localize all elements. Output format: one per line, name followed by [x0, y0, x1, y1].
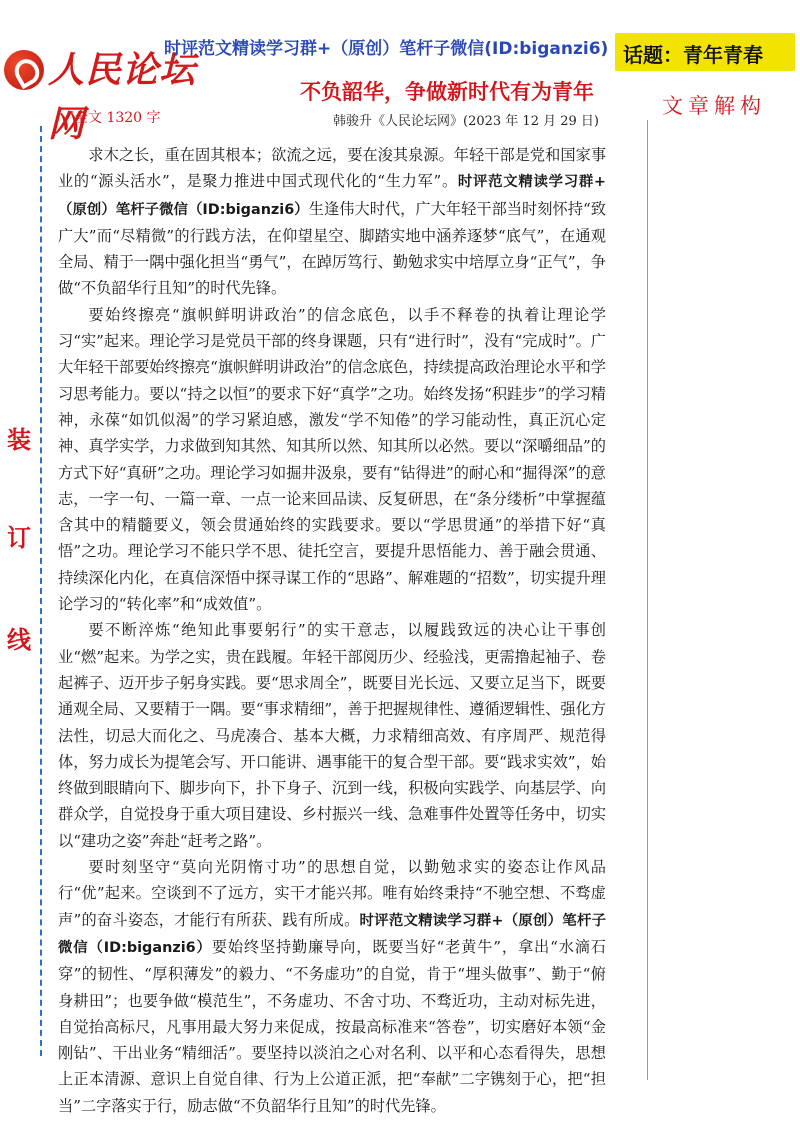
binding-char: 装 — [7, 425, 31, 454]
word-count: 全文 1320 字 — [74, 110, 161, 126]
paragraph: 要时刻坚守“莫向光阴惰寸功”的思想自觉，以勤勉求实的姿态让作风品行“优”起来。空谈到不了远方，实干才能兴邦。唯有始终秉持“不驰空想、不骛虚声”的奋斗姿态，才能行有所获、践有所成。时评范文精读学习群+（原创）笔杆子微信（ID:biganzi6）要始终坚持勤廉导向，既要当好“老黄牛”，拿出“水滴石穿”的韧性、“厚积薄发”的毅力、“不务虚功”的自觉，肯于“埋头做事”、勤于“俯身耕田”；也要争做“模范生”，不务虚功、不舍寸功、不骛近功，主动对标先进，自觉抬高标尺，凡事用最大努力来促成，按最高标准来“答卷”，切实磨好本领“金刚钻”、干出业务“精细活”。要坚持以淡泊之心对名利、以平和心态看得失，思想上正本清源、意识上自觉自律、行为上公道正派，把“奉献”二字镌刻于心，把“担当”二字落实于行，励志做“不负韶华行且知”的时代先锋。 — [58, 858, 607, 1115]
binding-char: 线 — [7, 625, 31, 654]
watermark-text: 时评范文精读学习群+（原创）笔杆子微信（ID:biganzi6） — [58, 912, 607, 956]
binding-char: 订 — [7, 523, 31, 552]
logo-text: 人民论坛网 — [48, 50, 197, 145]
paragraph: 求木之长，重在固其根本；欲流之远，要在浚其泉源。年轻干部是党和国家事业的“源头活水”，是聚力推进中国式现代化的“生力军”。时评范文精读学习群+（原创）笔杆子微信（ID:biganzi6）生逢伟大时代，广大年轻干部当时刻怀持“致广大”而“尽精微”的行践方法，在仰望星空、脚踏实地中涵养逐梦“底气”，在通观全局、精于一隅中强化担当“勇气”，在踔厉笃行、勤勉求实中培厚立身“正气”，争做“不负韶华行且知”的时代先锋。 — [58, 146, 606, 298]
paragraph: 要始终擦亮“旗帜鲜明讲政治”的信念底色，以手不释卷的执着让理论学习“实”起来。理论学习是党员干部的终身课题，只有“进行时”，没有“完成时”。广大年轻干部要始终擦亮“旗帜鲜明讲政治”的信念底色，持续提高政治理论水平和学习思考能力。要以“持之以恒”的要求下好“真学”之功。始终发扬“积跬步”的学习精神，永葆“如饥似渴”的学习紧迫感，激发“学不知倦”的学习能动性，真正沉心定神、真学实学，力求做到知其然、知其所以然、知其所以必然。要以“深嚼细品”的方式下好“真研”之功。理论学习如掘井汲泉，要有“钻得进”的耐心和“掘得深”的意志，一字一句、一篇一章、一点一论来回品读、反复研思，在“条分缕析”中掌握蕴含其中的精髓要义，领会贯通始终的实践要求。要以“学思贯通”的举措下好“真悟”之功。理论学习不能只学不思、徒托空言，要提升思悟能力、善于融会贯通、持续深化内化，在真信深悟中探寻谋工作的“思路”、解难题的“招数”，切实提升理论学习的“转化率”和“成效值”。 — [58, 305, 606, 614]
article-body — [58, 142, 606, 1119]
top-banner: 时评范文精读学习群+（原创）笔杆子微信(ID:biganzi6) — [164, 39, 609, 59]
logo-emblem-icon — [4, 50, 44, 90]
byline: 韩骏升《人民论坛网》(2023 年 12 月 29 日) — [333, 114, 599, 129]
topic-badge — [615, 33, 795, 71]
analysis-label: 文章解构 — [662, 94, 766, 118]
article-title: 不负韶华，争做新时代有为青年 — [300, 79, 594, 104]
notes-divider — [647, 120, 648, 1080]
binding-line — [40, 126, 42, 1056]
paragraph: 要不断淬炼“绝知此事要躬行”的实干意志，以履践致远的决心让干事创业“燃”起来。为学之实，贵在践履。年轻干部阅历少、经验浅，更需撸起袖子、卷起裤子、迈开步子躬身实践。要“思求周全”，既要目光长远、又要立足当下，既要通观全局、又要精于一隅。要“事求精细”，善于把握规律性、遵循逻辑性、强化方法性，切忌大而化之、马虎凑合、基本大概，力求精细高效、有序周严、规范得体，努力成长为提笔会写、开口能讲、遇事能干的复合型干部。要“践求实效”，始终做到眼睛向下、脚步向下，扑下身子、沉到一线，积极向实践学、向基层学、向群众学，自觉投身于重大项目建设、乡村振兴一线、急难事件处置等任务中，切实以“建功之姿”奔赴“赶考之路”。 — [58, 621, 606, 850]
watermark-text: 时评范文精读学习群+（原创）笔杆子微信（ID:biganzi6） — [58, 174, 606, 218]
topic-text: 话题：青年青春 — [623, 43, 763, 67]
